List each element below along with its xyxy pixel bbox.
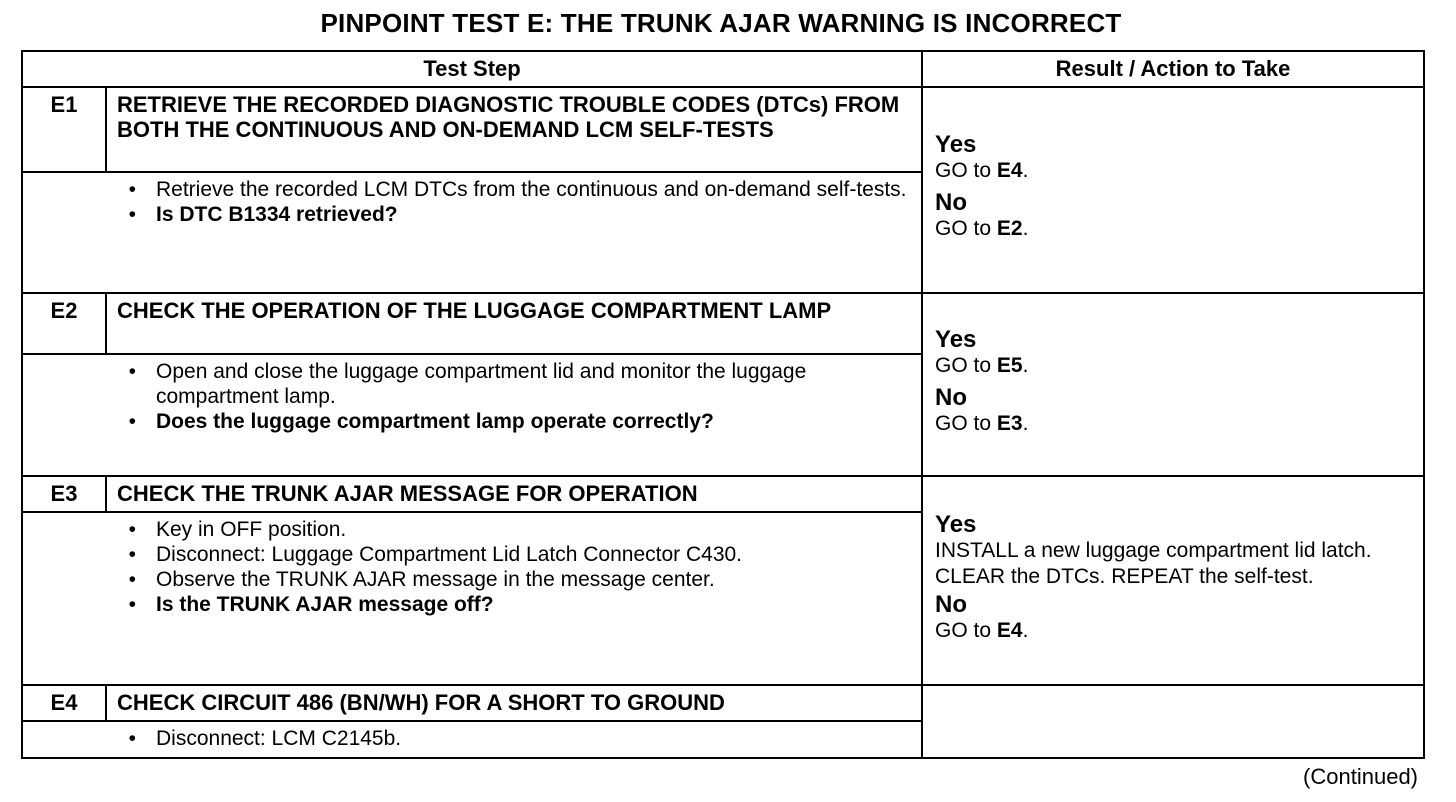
list-item [23,726,913,751]
step-title: CHECK THE OPERATION OF THE LUGGAGE COMPARTMENT LAMP [106,293,922,354]
bullet-icon: • [128,203,136,226]
bullet-question: Is DTC B1334 retrieved? [156,203,398,226]
step-bullets [22,172,922,293]
step-bullets [22,512,922,685]
yes-action: INSTALL a new luggage compartment lid latch. CLEAR the DTCs. REPEAT the self-test. [935,538,1372,588]
step-e2-title-row [22,293,1424,354]
bullet-text: Disconnect: LCM C2145b. [156,727,402,750]
list-item [23,517,913,542]
step-id: E2 [22,293,106,354]
bullet-text: Disconnect: Luggage Compartment Lid Latch Connector C430. [156,543,743,566]
bullet-icon: • [128,593,136,616]
no-prefix: GO to [935,618,997,642]
list-item [23,592,913,617]
no-label: No [935,590,968,618]
step-e1-result [922,87,1424,293]
list-item [23,359,913,409]
no-label: No [935,383,968,411]
list-item [23,542,913,567]
bullet-icon: • [128,727,136,750]
yes-prefix: GO to [935,353,997,377]
no-label: No [935,189,968,216]
step-bullets [22,354,922,476]
bullet-question: Does the luggage compartment lamp operate correctly? [156,410,714,433]
yes-label: Yes [935,510,977,538]
bullet-question: Is the TRUNK AJAR message off? [156,593,494,616]
bullet-icon: • [128,410,136,433]
no-target-link[interactable]: E4 [996,618,1023,642]
list-item [23,177,913,202]
step-title: CHECK THE TRUNK AJAR MESSAGE FOR OPERATION [106,476,922,512]
table-header-row [22,51,1424,87]
yes-target-link[interactable]: E5 [996,353,1023,377]
yes-label: Yes [935,131,977,158]
step-e1-title-row [22,87,1424,172]
no-target-link[interactable]: E3 [996,411,1023,435]
yes-action: GO to E5. [935,353,1029,377]
no-action: GO to E4. [935,618,1029,642]
bullet-text: Key in OFF position. [156,518,347,541]
yes-action: GO to E4. [935,159,1029,182]
bullet-text: Observe the TRUNK AJAR message in the message center. [156,568,715,591]
page-title: PINPOINT TEST E: THE TRUNK AJAR WARNING IS INCORRECT [320,8,1122,38]
step-e2-result [922,293,1424,476]
step-title: CHECK CIRCUIT 486 (BN/WH) FOR A SHORT TO GROUND [106,685,922,721]
step-e3-title-row [22,476,1424,512]
step-e4-result [922,685,1424,758]
bullet-icon: • [128,360,136,383]
continued-note: (Continued) [1303,764,1418,789]
yes-target-link[interactable]: E4 [996,159,1023,182]
no-action: GO to E3. [935,411,1029,435]
no-prefix: GO to [935,217,997,240]
step-id: E1 [22,87,106,172]
step-e3-result [922,476,1424,685]
bullet-icon: • [128,568,136,591]
list-item [23,567,913,592]
yes-prefix: GO to [935,159,997,182]
list-item [23,202,913,227]
header-result: Result / Action to Take [922,51,1424,87]
bullet-text: Open and close the luggage compartment lid and monitor the luggage compartment lamp. [156,360,807,408]
yes-label: Yes [935,325,977,353]
no-prefix: GO to [935,411,997,435]
pinpoint-test-table [21,50,1425,759]
step-title: RETRIEVE THE RECORDED DIAGNOSTIC TROUBLE CODES (DTCs) FROM BOTH THE CONTINUOUS AND ON-DEMAND LCM SELF-TESTS [106,87,922,172]
step-id: E3 [22,476,106,512]
no-target-link[interactable]: E2 [996,217,1023,240]
no-action: GO to E2. [935,217,1029,240]
step-e4-title-row [22,685,1424,721]
bullet-text: Retrieve the recorded LCM DTCs from the continuous and on-demand self-tests. [156,178,907,201]
header-test-step: Test Step [22,51,922,87]
bullet-icon: • [128,518,136,541]
step-bullets [22,721,922,758]
bullet-icon: • [128,543,136,566]
list-item [23,409,913,434]
step-id: E4 [22,685,106,721]
bullet-icon: • [128,178,136,201]
